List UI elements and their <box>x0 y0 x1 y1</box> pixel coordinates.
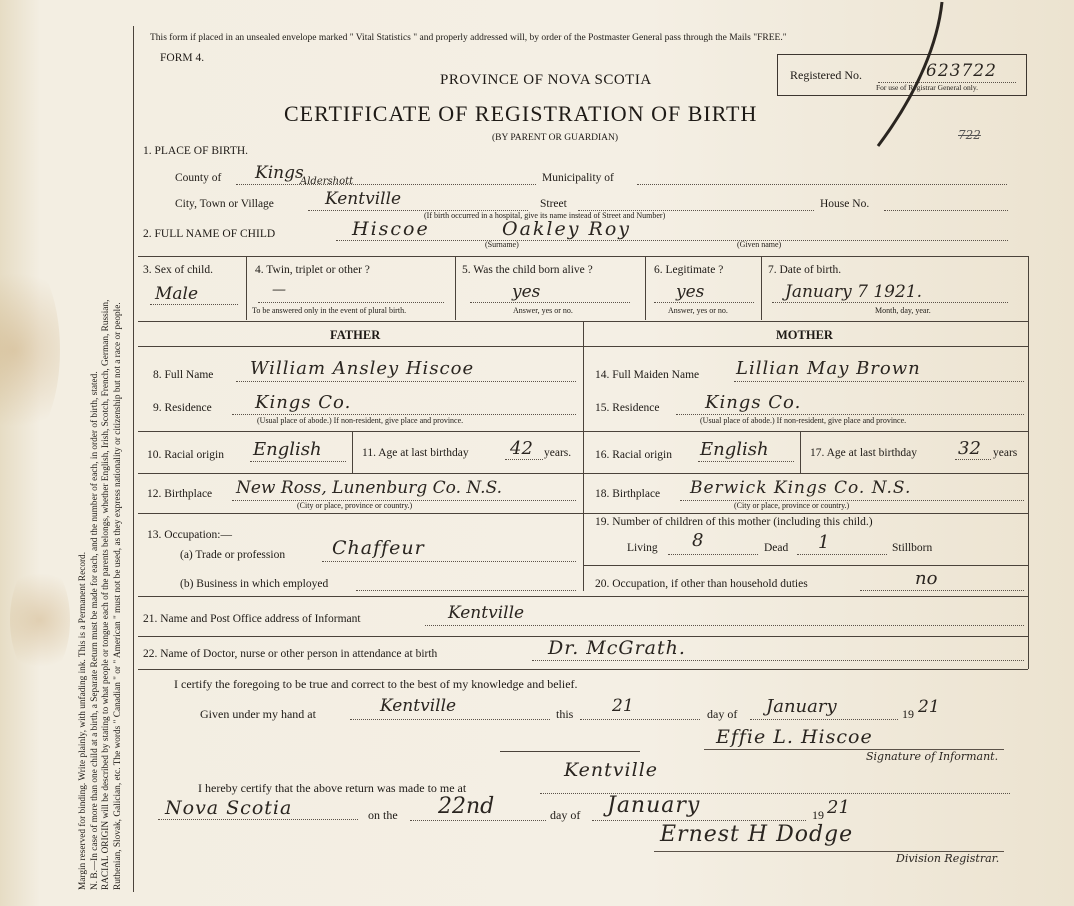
father-trade: Chaffeur <box>332 537 425 559</box>
mother-race: English <box>700 439 769 460</box>
informant-signature: Effie L. Hiscoe <box>716 726 873 748</box>
doctor-name: Dr. McGrath. <box>548 637 686 659</box>
registrar-province: Nova Scotia <box>165 797 293 819</box>
cert-year: 21 <box>918 697 940 717</box>
day-of-label: day of <box>707 707 738 721</box>
paper-stain <box>10 560 70 680</box>
cert-month: January <box>766 696 837 717</box>
this-label: this <box>556 707 574 721</box>
street-label: Street <box>540 198 567 210</box>
city-above-note: Aldershott <box>300 176 354 187</box>
municipality-label: Municipality of <box>542 172 614 184</box>
county-value: Kings <box>255 163 304 183</box>
dead-label: Dead <box>764 542 789 554</box>
stillborn-label: Stillborn <box>892 542 933 554</box>
registered-number: 623722 <box>926 61 997 81</box>
birth-date-label: 7. Date of birth. <box>768 264 842 276</box>
father-heading: FATHER <box>330 328 381 342</box>
margin-notes <box>78 30 124 890</box>
hospital-note: (If birth occurred in a hospital, give its name instead of Street and Number) <box>424 211 666 220</box>
county-label: County of <box>175 172 222 184</box>
mother-name: Lillian May Brown <box>736 358 921 379</box>
certificate-subtitle: (BY PARENT OR GUARDIAN) <box>492 133 619 143</box>
margin-note: Ruthenian, Slovak, Galician, etc. The words " Canadian " or " American " must not be used, as they express nationality or citizenship but not a race or people. <box>112 302 123 890</box>
child-name-label: 2. FULL NAME OF CHILD <box>143 228 276 240</box>
mother-birthplace: Berwick Kings Co. N.S. <box>690 478 912 498</box>
registrar-place: Kentville <box>564 759 659 781</box>
surname-note: (Surname) <box>485 240 519 249</box>
child-surname: Hiscoe <box>352 218 430 240</box>
doctor-label: 22. Name of Doctor, nurse or other person in attendance at birth <box>143 648 438 660</box>
father-age-label: 11. Age at last birthday <box>362 447 469 459</box>
father-race: English <box>253 439 322 460</box>
registered-label: Registered No. <box>790 68 862 82</box>
registrar-year: 21 <box>827 797 850 818</box>
registrar-year-prefix: 19 <box>812 808 824 822</box>
mother-children-label: 19. Number of children of this mother (including this child.) <box>595 516 873 528</box>
house-label: House No. <box>820 198 870 210</box>
mother-occupation: no <box>915 568 938 589</box>
certificate-title: CERTIFICATE OF REGISTRATION OF BIRTH <box>284 101 758 126</box>
sex-value: Male <box>155 284 199 304</box>
pen-stroke-mark <box>860 0 950 160</box>
registrar-caption: Division Registrar. <box>896 852 1000 865</box>
alive-note: Answer, yes or no. <box>513 306 573 315</box>
registrar-month: January <box>607 793 701 818</box>
paper-stain <box>0 250 60 450</box>
province-title: PROVINCE OF NOVA SCOTIA <box>440 72 652 88</box>
twin-value: — <box>272 282 286 298</box>
twin-label: 4. Twin, triplet or other ? <box>255 264 370 276</box>
alive-value: yes <box>512 282 541 302</box>
father-birthplace-note: (City or place, province or country.) <box>297 501 413 510</box>
birth-date-value: January 7 1921. <box>785 282 923 302</box>
on-the-label: on the <box>368 808 398 822</box>
registrar-day-of-label: day of <box>550 808 581 822</box>
mother-birthplace-note: (City or place, province or country.) <box>734 501 850 510</box>
birth-date-note: Month, day, year. <box>875 306 931 315</box>
margin-note: RACIAL ORIGIN will be described by stating to what people or tongue each of the parents belongs, whether English, Irish, Scotch, French, German, Russian, <box>101 299 111 890</box>
registrar-day: 22nd <box>438 794 495 819</box>
father-business-label: (b) Business in which employed <box>180 578 329 590</box>
cert-day: 21 <box>612 696 634 716</box>
binding-rule <box>133 26 134 892</box>
father-name-label: 8. Full Name <box>153 369 214 381</box>
legitimate-value: yes <box>676 282 705 302</box>
mother-residence-label: 15. Residence <box>595 402 660 414</box>
margin-note: N. B.—In case of more than one child at a birth, a Separate Return must be made for each, and the number of each, in order of birth, stated. <box>89 371 100 890</box>
father-birthplace-label: 12. Birthplace <box>147 488 213 500</box>
crossed-number: 722 <box>958 128 981 142</box>
father-age: 42 <box>510 438 533 459</box>
father-residence: Kings Co. <box>255 392 352 413</box>
father-name: William Ansley Hiscoe <box>250 358 475 379</box>
mother-years-label: years <box>993 447 1018 459</box>
father-race-label: 10. Racial origin <box>147 449 224 461</box>
living-label: Living <box>627 542 658 554</box>
cert-year-prefix: 19 <box>902 707 914 721</box>
father-occupation-label: 13. Occupation:— <box>147 529 232 541</box>
father-trade-label: (a) Trade or profession <box>180 549 286 561</box>
legitimate-label: 6. Legitimate ? <box>654 264 724 276</box>
registrar-statement: I hereby certify that the above return was made to me at <box>198 781 467 795</box>
legitimate-note: Answer, yes or no. <box>668 306 728 315</box>
certify-statement: I certify the foregoing to be true and correct to the best of my knowledge and belief. <box>174 677 578 691</box>
father-residence-note: (Usual place of abode.) If non-resident, give place and province. <box>257 416 464 425</box>
mother-name-label: 14. Full Maiden Name <box>595 369 700 381</box>
mother-race-label: 16. Racial origin <box>595 449 672 461</box>
informant-signature-caption: Signature of Informant. <box>866 750 999 763</box>
twin-note: To be answered only in the event of plural birth. <box>252 306 407 315</box>
given-name-note: (Given name) <box>737 240 782 249</box>
father-years-label: years. <box>544 447 572 459</box>
child-given-name: Oakley Roy <box>502 218 631 240</box>
informant-address: Kentville <box>448 603 525 623</box>
alive-label: 5. Was the child born alive ? <box>462 264 593 276</box>
mother-residence-note: (Usual place of abode.) If non-resident, give place and province. <box>700 416 907 425</box>
father-residence-label: 9. Residence <box>153 402 212 414</box>
dead-count: 1 <box>818 532 830 553</box>
place-heading: 1. PLACE OF BIRTH. <box>143 145 249 157</box>
city-value: Kentville <box>325 189 402 209</box>
father-birthplace: New Ross, Lunenburg Co. N.S. <box>236 478 503 498</box>
given-place: Kentville <box>380 696 457 716</box>
registrar-note: For use of Registrar General only. <box>876 83 978 92</box>
mother-age: 32 <box>958 438 981 459</box>
form-number: FORM 4. <box>160 52 205 64</box>
registrar-signature: Ernest H Dodge <box>660 822 854 847</box>
mother-heading: MOTHER <box>776 328 833 342</box>
given-under-label: Given under my hand at <box>200 707 316 721</box>
postal-notice: This form if placed in an unsealed envelope marked " Vital Statistics " and properly addressed will, by order of the Postmaster General pass through the Mails "FREE." <box>150 33 787 43</box>
mother-occupation-label: 20. Occupation, if other than household duties <box>595 578 808 590</box>
mother-residence: Kings Co. <box>705 392 802 413</box>
city-label: City, Town or Village <box>175 198 274 210</box>
mother-age-label: 17. Age at last birthday <box>810 447 917 459</box>
sex-label: 3. Sex of child. <box>143 264 213 276</box>
margin-note: Margin reserved for binding. Write plainly, with unfading ink. This is a Permanent Record. <box>78 551 88 890</box>
living-count: 8 <box>692 530 704 551</box>
mother-birthplace-label: 18. Birthplace <box>595 488 661 500</box>
informant-label: 21. Name and Post Office address of Informant <box>143 613 361 625</box>
